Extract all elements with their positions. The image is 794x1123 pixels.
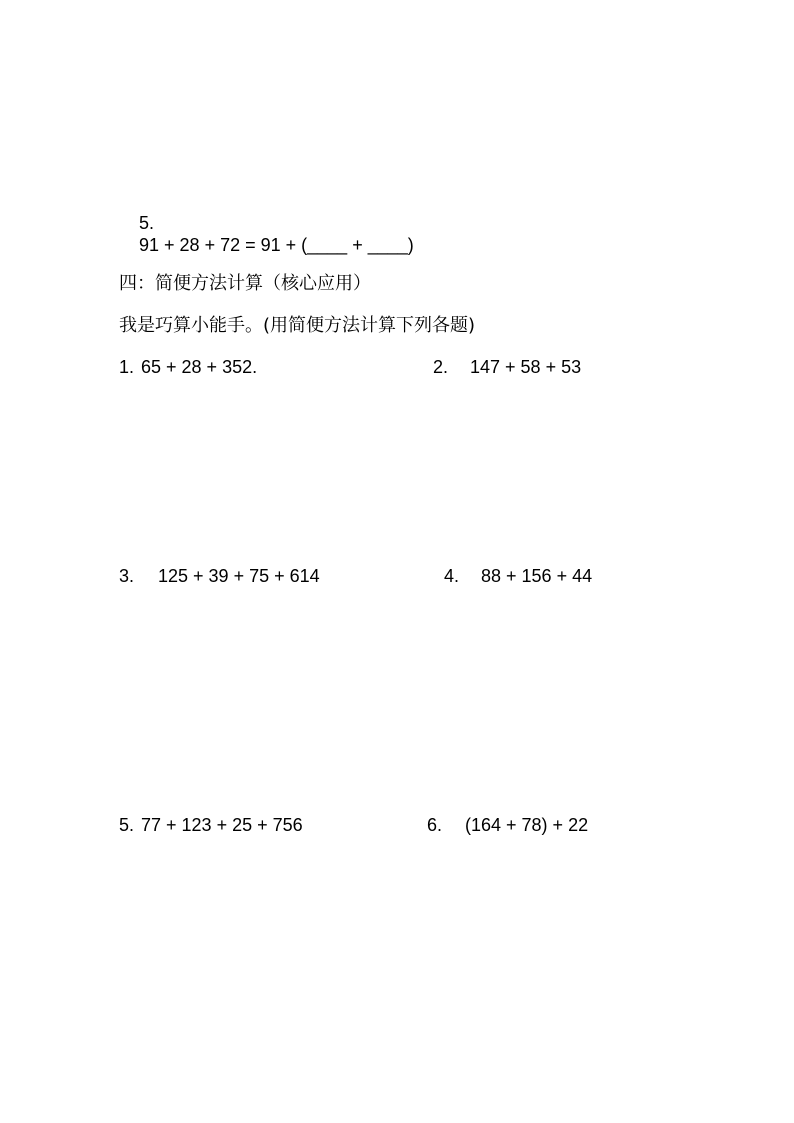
problem-expression: 147 + 58 + 53 <box>470 357 582 377</box>
section-instruction: 我是巧算小能手。(用简便方法计算下列各题) <box>119 315 476 336</box>
problem-number: 5. <box>119 815 135 835</box>
problem-expression: 65 + 28 + 352. <box>141 357 258 377</box>
problem-expression: 125 + 39 + 75 + 614 <box>158 566 320 586</box>
problem-number: 3. <box>119 566 135 586</box>
problem-expression: (164 + 78) + 22 <box>465 815 589 835</box>
section-heading: 四：简便方法计算（核心应用） <box>119 273 371 294</box>
problem-number: 2. <box>433 357 449 377</box>
problem-number: 6. <box>427 815 443 835</box>
fill-in-item <box>119 190 414 278</box>
problem-number: 1. <box>119 357 135 377</box>
problem-expression: 88 + 156 + 44 <box>481 566 593 586</box>
problem-expression: 77 + 123 + 25 + 756 <box>141 815 303 835</box>
problem-number: 4. <box>444 566 460 586</box>
fill-in-expression: 91 + 28 + 72 = 91 + (____ + ____) <box>139 235 414 255</box>
fill-in-number: 5. <box>139 213 155 233</box>
